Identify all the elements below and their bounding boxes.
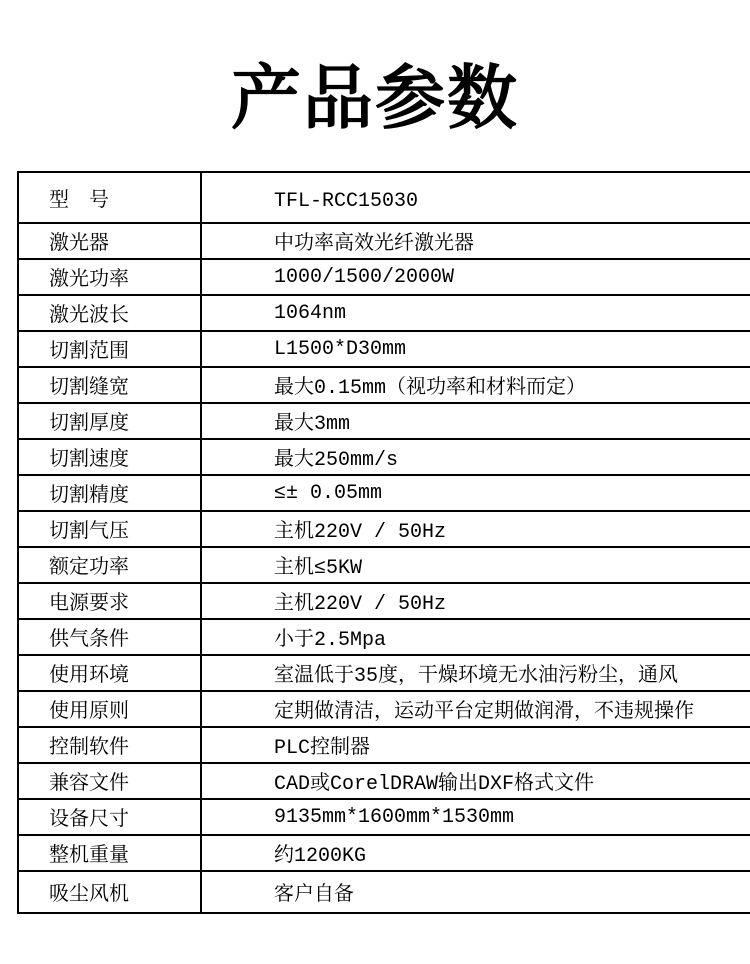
spec-value: 主机220V / 50Hz (201, 583, 750, 619)
spec-label: 切割速度 (18, 439, 201, 475)
spec-label: 切割精度 (18, 475, 201, 511)
spec-value: 中功率高效光纤激光器 (201, 223, 750, 259)
spec-row-cutting-precision (18, 475, 750, 511)
spec-row-compatible-files (18, 763, 750, 799)
spec-row-usage-principles (18, 691, 750, 727)
spec-value: 室温低于35度，干燥环境无水油污粉尘，通风 (201, 655, 750, 691)
spec-label: 型 号 (18, 172, 201, 223)
spec-value: 最大0.15mm（视功率和材料而定） (201, 367, 750, 403)
spec-row-operating-environment (18, 655, 750, 691)
spec-value: 定期做清洁，运动平台定期做润滑，不违规操作 (201, 691, 750, 727)
spec-row-laser-source (18, 223, 750, 259)
spec-value: 最大250mm/s (201, 439, 750, 475)
spec-label: 切割厚度 (18, 403, 201, 439)
spec-label: 设备尺寸 (18, 799, 201, 835)
spec-row-rated-power (18, 547, 750, 583)
spec-row-cutting-thickness (18, 403, 750, 439)
spec-row-cutting-speed (18, 439, 750, 475)
spec-label: 电源要求 (18, 583, 201, 619)
spec-value: 客户自备 (201, 871, 750, 913)
spec-value: 约1200KG (201, 835, 750, 871)
spec-label: 激光器 (18, 223, 201, 259)
spec-value: L1500*D30mm (201, 331, 750, 367)
spec-row-kerf-width (18, 367, 750, 403)
spec-table (17, 171, 750, 914)
spec-row-cutting-range (18, 331, 750, 367)
spec-row-cutting-air-pressure (18, 511, 750, 547)
spec-value: TFL-RCC15030 (201, 172, 750, 223)
spec-label: 切割缝宽 (18, 367, 201, 403)
spec-row-air-supply (18, 619, 750, 655)
spec-value: ≤± 0.05mm (201, 475, 750, 511)
spec-label: 使用环境 (18, 655, 201, 691)
spec-value: 9135mm*1600mm*1530mm (201, 799, 750, 835)
spec-value: 主机220V / 50Hz (201, 511, 750, 547)
spec-value: 小于2.5Mpa (201, 619, 750, 655)
spec-label: 切割气压 (18, 511, 201, 547)
spec-row-power-requirement (18, 583, 750, 619)
spec-label: 使用原则 (18, 691, 201, 727)
spec-value: 1000/1500/2000W (201, 259, 750, 295)
spec-label: 整机重量 (18, 835, 201, 871)
spec-value: CAD或CorelDRAW输出DXF格式文件 (201, 763, 750, 799)
spec-row-laser-power (18, 259, 750, 295)
spec-value: 主机≤5KW (201, 547, 750, 583)
spec-row-dust-extraction-fan (18, 871, 750, 913)
spec-value: PLC控制器 (201, 727, 750, 763)
spec-row-machine-dimensions (18, 799, 750, 835)
spec-value: 1064nm (201, 295, 750, 331)
spec-label: 供气条件 (18, 619, 201, 655)
spec-row-laser-wavelength (18, 295, 750, 331)
spec-label: 激光功率 (18, 259, 201, 295)
spec-label: 切割范围 (18, 331, 201, 367)
page-title: 产品参数 (231, 59, 519, 137)
spec-label: 吸尘风机 (18, 871, 201, 913)
spec-row-model (18, 172, 750, 223)
spec-row-machine-weight (18, 835, 750, 871)
spec-label: 激光波长 (18, 295, 201, 331)
spec-value: 最大3mm (201, 403, 750, 439)
spec-row-control-software (18, 727, 750, 763)
spec-label: 控制软件 (18, 727, 201, 763)
spec-label: 兼容文件 (18, 763, 201, 799)
spec-label: 额定功率 (18, 547, 201, 583)
